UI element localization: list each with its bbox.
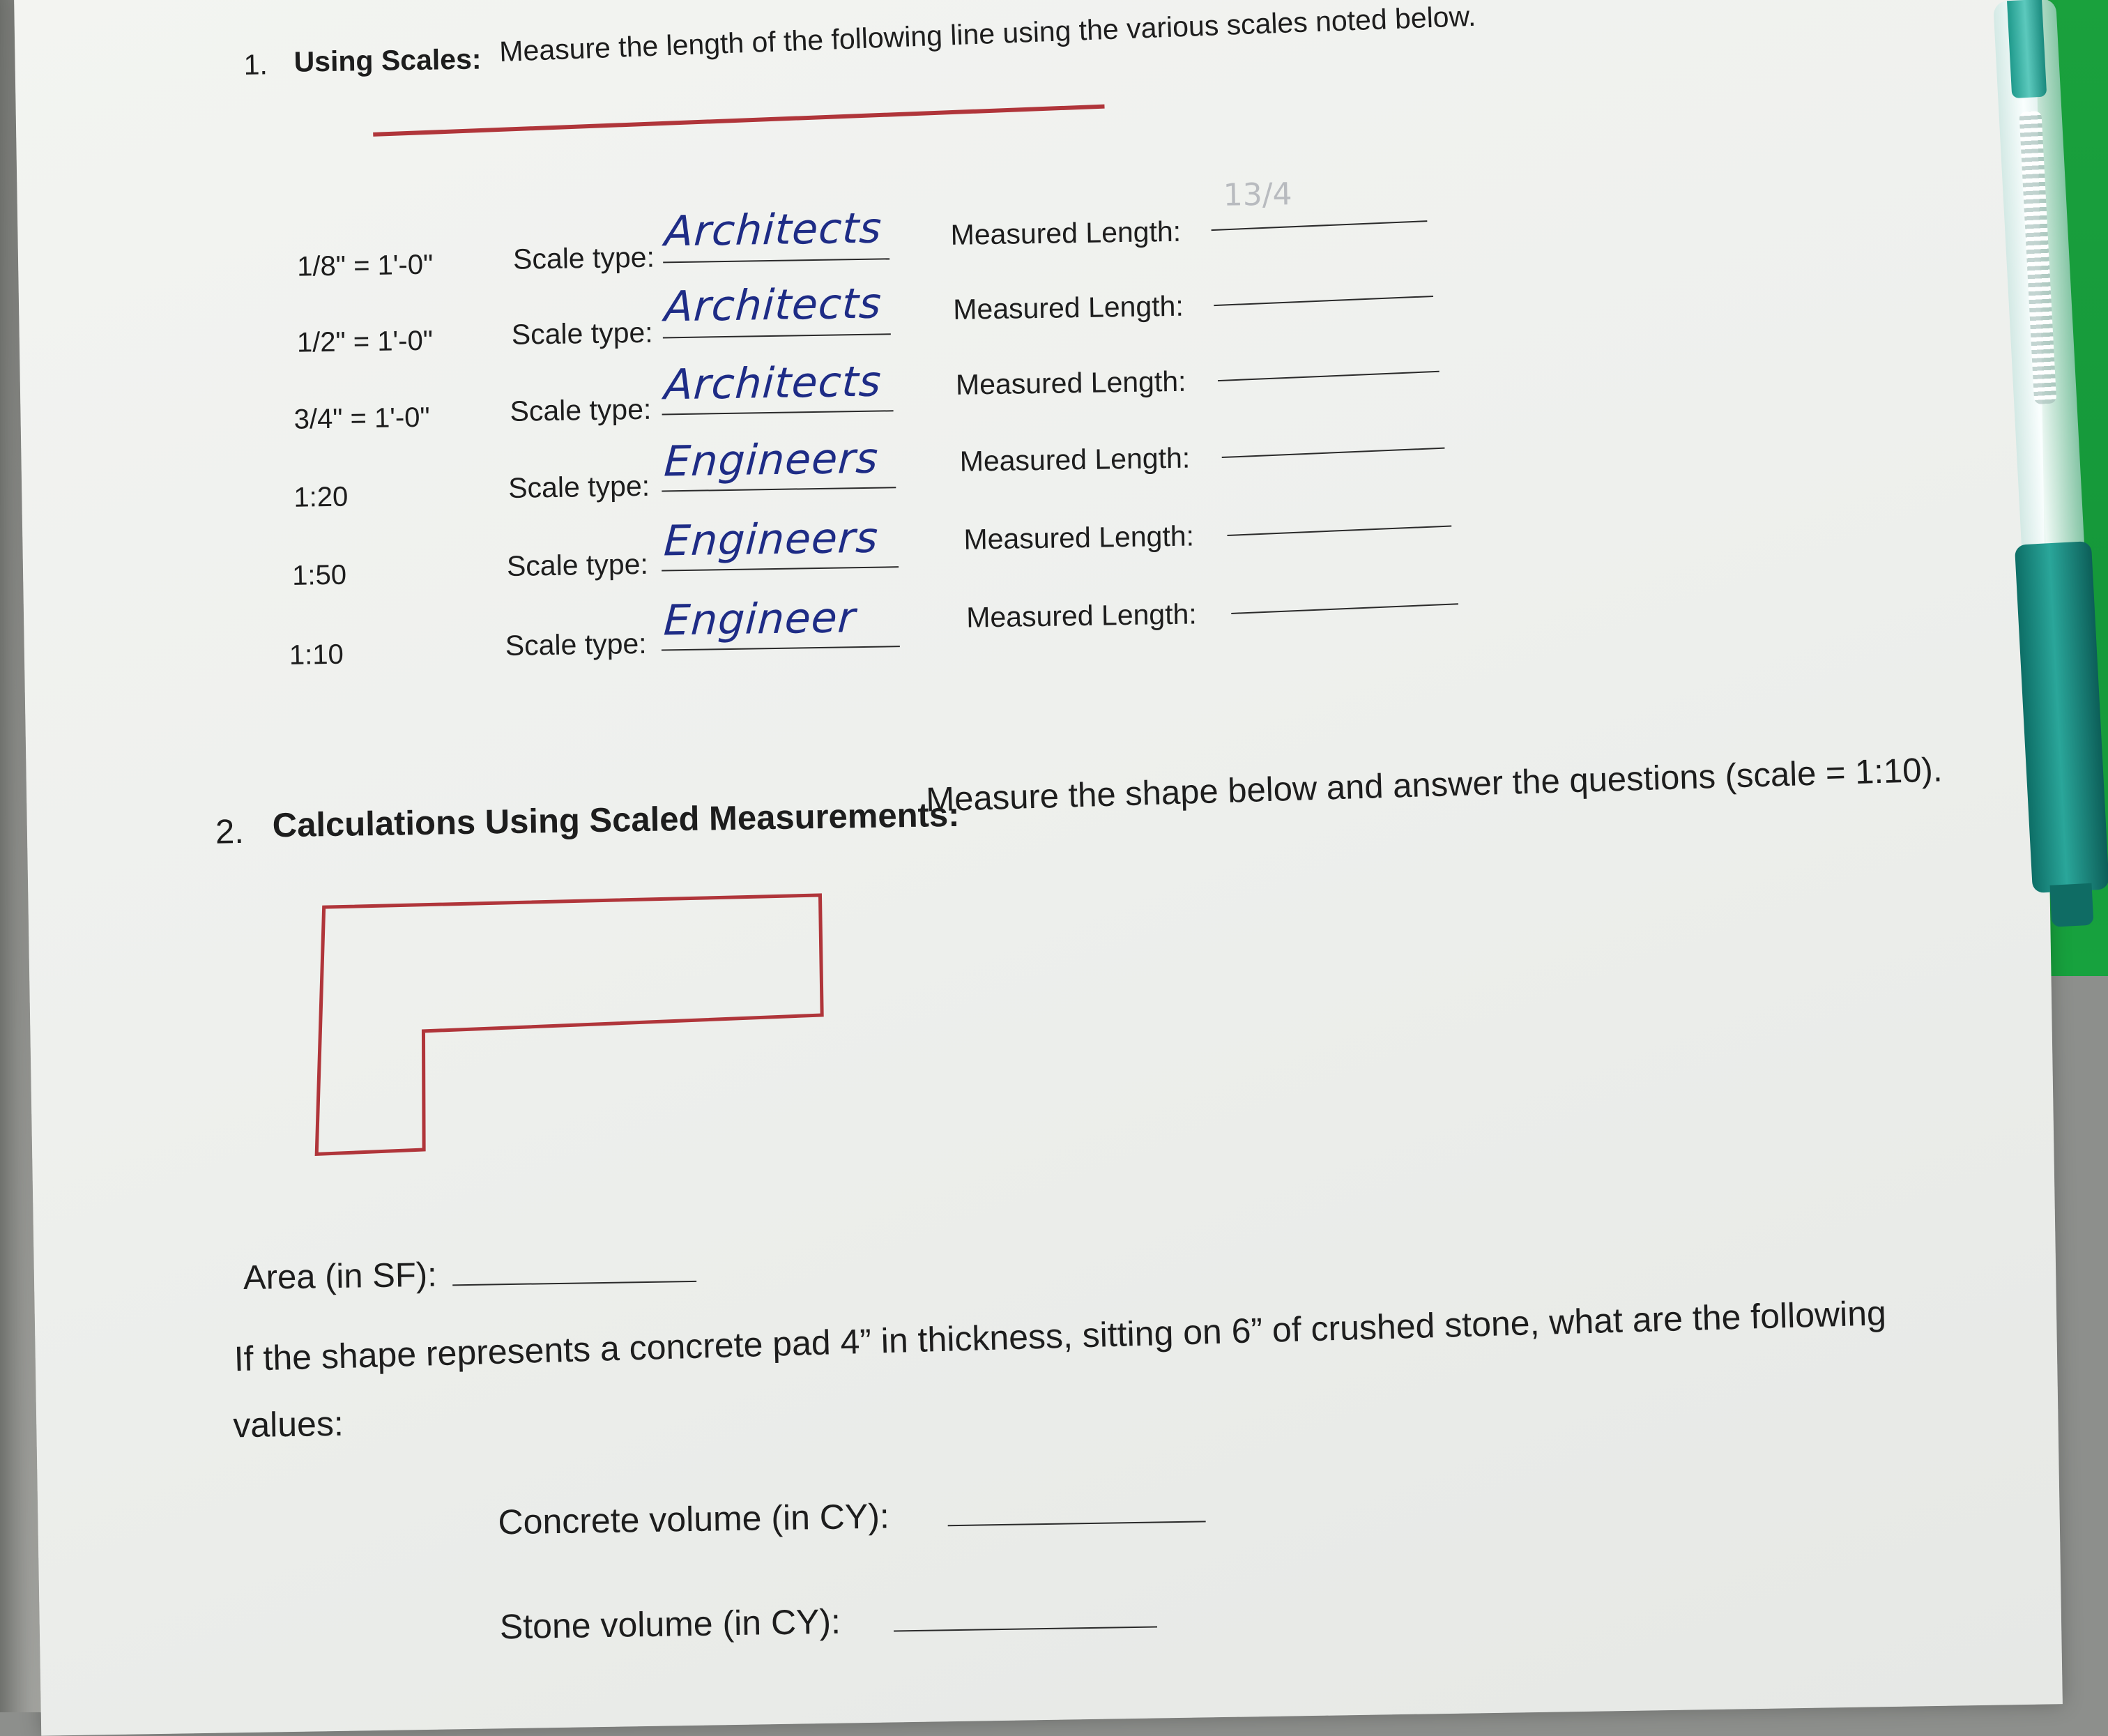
q2-title: Calculations Using Scaled Measurements: [272,795,960,845]
q2-paragraph-line1: If the shape represents a concrete pad 4” in thickness, sitting on 6” of crushed stone, what are the following [234,1293,1887,1379]
scale-type-label: Scale type: [507,469,650,504]
stone-volume-label: Stone volume (in CY): [499,1601,841,1647]
scale-type-label: Scale type: [511,316,653,351]
scale-type-blank [662,487,896,492]
measured-length-answer: 13/4 [1223,176,1292,213]
scale-type-answer: Architects [663,204,883,257]
measured-length-label: Measured Length: [959,441,1191,478]
scale-type-blank [662,410,894,415]
pen-tip [2050,883,2094,927]
scale-type-label: Scale type: [506,547,649,582]
pen-clip [2007,0,2047,98]
scale-type-label: Scale type: [505,627,647,662]
measured-length-label: Measured Length: [955,365,1186,401]
measured-length-blank [1227,525,1451,535]
l-shape-outline [313,895,825,1154]
scale-type-blank [663,333,891,338]
q1-title: Using Scales: [293,43,482,78]
scale-ratio: 1/2" = 1'-0" [296,325,434,358]
measured-length-label: Measured Length: [963,519,1195,556]
area-blank [452,1281,696,1286]
measured-length-label: Measured Length: [950,215,1182,251]
measured-length-blank [1212,220,1428,231]
measured-length-label: Measured Length: [952,289,1184,326]
l-shape-figure [293,887,827,1174]
scale-type-blank [662,566,899,571]
scale-type-answer: Engineers [662,513,880,566]
worksheet-page [14,0,2063,1736]
measured-length-blank [1214,296,1433,306]
scale-ratio: 1:50 [291,559,347,591]
q1-instruction: Measure the length of the following line using the various scales noted below. [498,0,1477,68]
scale-type-label: Scale type: [510,393,652,427]
scale-type-answer: Engineers [662,434,880,487]
measured-length-label: Measured Length: [965,597,1198,634]
scale-type-answer: Engineer [662,593,857,646]
scale-ratio: 1:20 [293,481,349,513]
scale-type-blank [663,258,889,263]
q2-instruction: Measure the shape below and answer the questions (scale = 1:10). [925,751,1943,819]
q1-number: 1. [243,48,268,81]
scale-ratio: 1/8" = 1'-0" [296,249,434,282]
stone-volume-blank [894,1627,1157,1632]
measure-line [373,105,1104,137]
scale-ratio: 1:10 [289,639,344,671]
q2-paragraph-line2: values: [232,1403,344,1445]
area-label: Area (in SF): [243,1256,438,1297]
scale-type-label: Scale type: [512,241,655,275]
concrete-volume-blank [948,1521,1206,1526]
measured-length-blank [1231,603,1458,614]
scale-type-answer: Architects [663,279,883,332]
measured-length-blank [1222,448,1445,458]
concrete-volume-label: Concrete volume (in CY): [498,1496,890,1542]
scale-type-blank [662,646,900,650]
scale-ratio: 3/4" = 1'-0" [293,402,431,435]
scale-type-answer: Architects [663,357,883,410]
q2-number: 2. [215,812,245,851]
pen-grip [2015,541,2108,893]
measured-length-blank [1218,371,1439,381]
